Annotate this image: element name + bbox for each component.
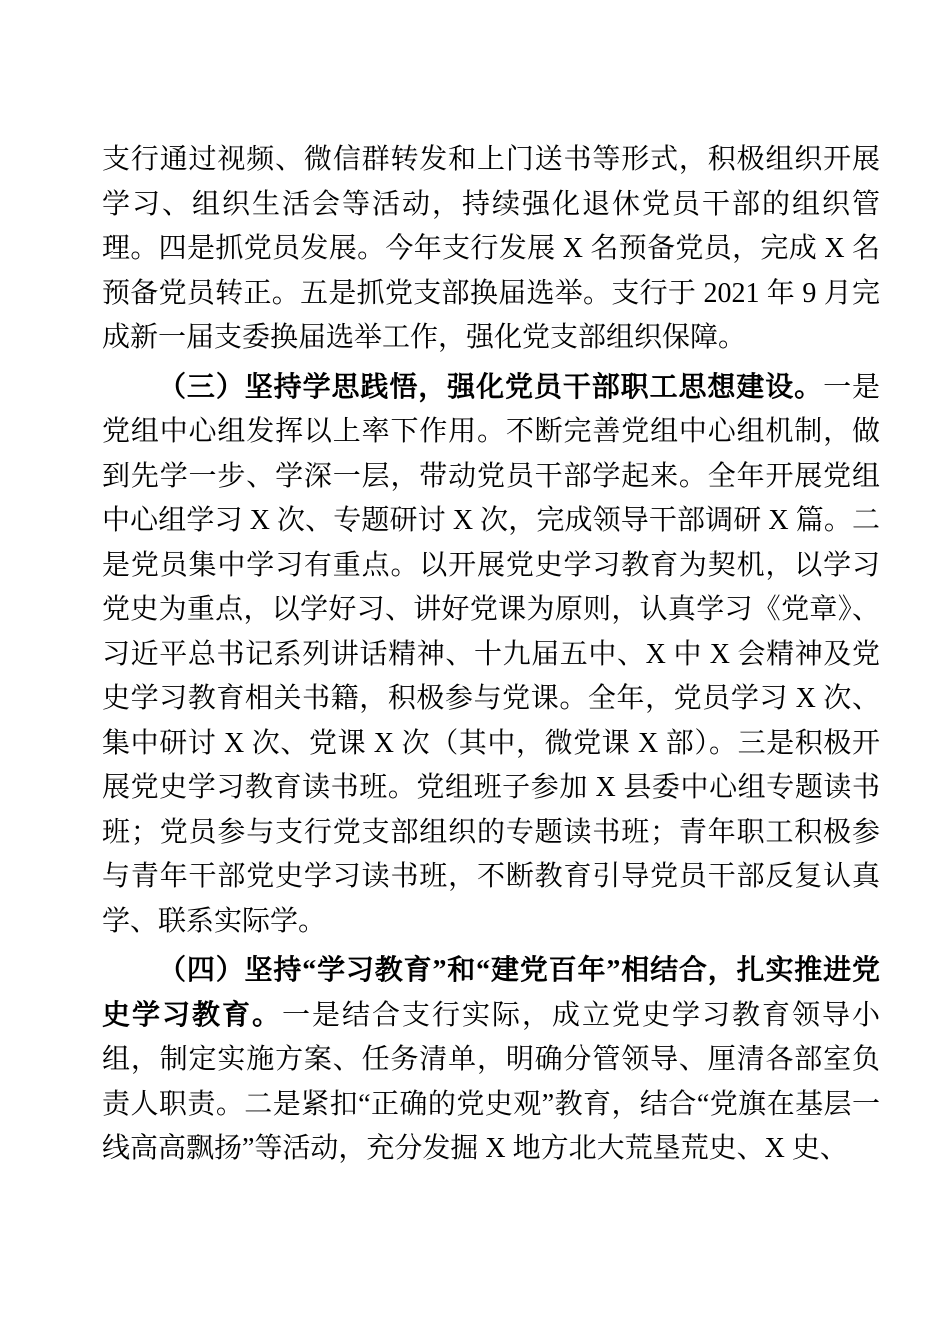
paragraph-section-3 [102,366,880,945]
section-3-heading: （三）坚持学思践悟，强化党员干部职工思想建设。 [158,371,824,403]
section-4-heading: （四）坚持“学习教育”和“建党百年”相结合，扎实推进党史学习教育。 [102,955,880,1031]
section-3-body: 一是党组中心组发挥以上率下作用。不断完善党组中心组机制，做到先学一步、学深一层，带动党员干部学起来。全年开展党组中心组学习 X 次、专题研讨 X 次，完成领导干部调研 X 篇。二是党员集中学习有重点。以开展党史学习教育为契机，以学习党史为重点，以学好习、讲好党课为原则，认真学习《党章》、习近平总书记系列讲话精神、十九届五中、X 中 X 会精神及党史学习教育相关书籍，积极参与党课。全年，党员学习 X 次、集中研讨 X 次、党课 X 次（其中，微党课 X 部）。三是积极开展党史学习教育读书班。党组班子参加 X 县委中心组专题读书班；党员参与支行党支部组织的专题读书班；青年职工积极参与青年干部党史学习读书班，不断教育引导党员干部反复认真学、联系实际学。 [102,371,880,937]
section-4-body: 一是结合支行实际，成立党史学习教育领导小组，制定实施方案、任务清单，明确分管领导、厘清各部室负责人职责。二是紧扣“正确的党史观”教育，结合“党旗在基层一线高高飘扬”等活动，充分发掘 X 地方北大荒垦荒史、X 史、 [102,999,880,1164]
paragraph-continuation-text: 支行通过视频、微信群转发和上门送书等形式，积极组织开展学习、组织生活会等活动，持续强化退休党员干部的组织管理。四是抓党员发展。今年支行发展 X 名预备党员，完成 X 名预备党员转正。五是抓党支部换届选举。支行于 2021 年 9 月完成新一届支委换届选举工作，强化党支部组织保障。 [102,144,880,353]
paragraph-section-4 [102,949,880,1172]
paragraph-continuation [102,138,880,361]
